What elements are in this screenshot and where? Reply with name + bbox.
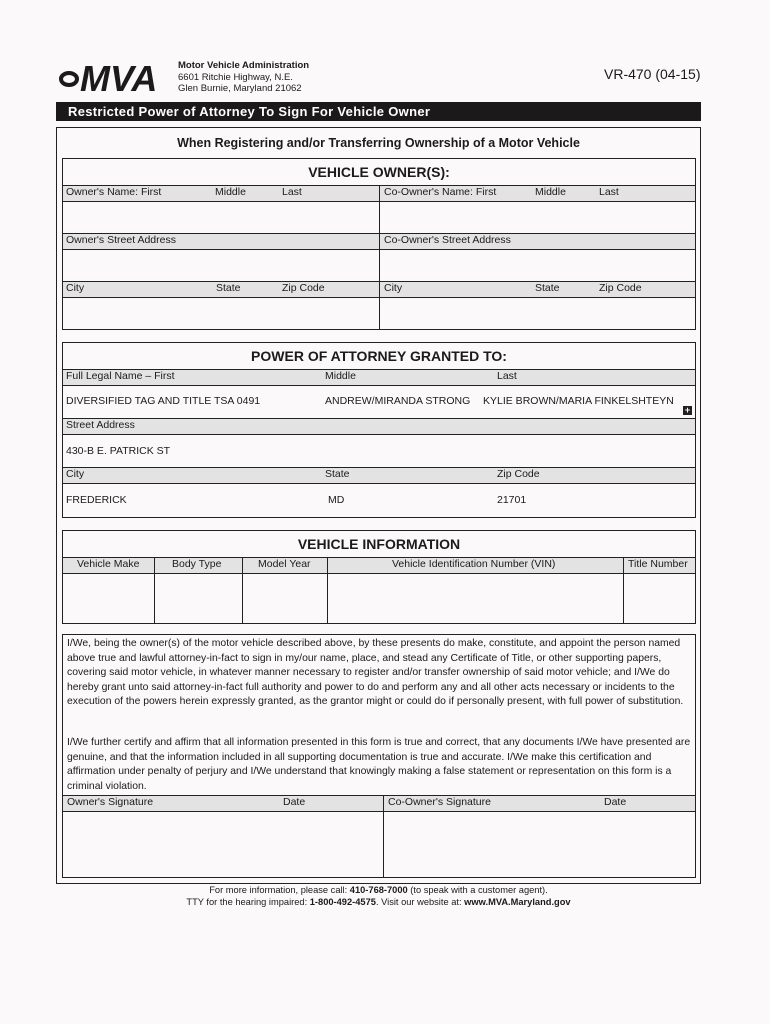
- footer-info: [56, 884, 701, 908]
- form-title-banner: Restricted Power of Attorney To Sign For Vehicle Owner: [56, 102, 701, 121]
- vehicle-info-title: VEHICLE INFORMATION: [297, 536, 461, 552]
- model-year-label: Model Year: [258, 558, 311, 570]
- owner-state-label: State: [216, 282, 241, 294]
- agency-address-line2: Glen Burnie, Maryland 21062: [178, 83, 302, 94]
- expand-plus-icon[interactable]: +: [684, 405, 691, 415]
- model-year-field[interactable]: [243, 574, 326, 623]
- vehicle-make-label: Vehicle Make: [77, 558, 140, 570]
- poa-header-row-2: [63, 418, 695, 434]
- owner-name-field[interactable]: [63, 202, 378, 232]
- poa-city-value[interactable]: FREDERICK: [66, 494, 127, 506]
- mva-logo: [58, 58, 176, 98]
- poa-state-label: State: [325, 468, 350, 480]
- co-owner-zip-label: Zip Code: [599, 282, 642, 294]
- co-owner-signature-field[interactable]: [384, 812, 695, 877]
- mva-logo-text: MVA: [80, 58, 158, 98]
- poa-title: POWER OF ATTORNEY GRANTED TO:: [251, 348, 507, 364]
- footer-line-1: For more information, please call: 410-768-7000 (to speak with a customer agent).: [209, 885, 548, 895]
- vehicle-header-row: [63, 557, 695, 573]
- statement-paragraph-2: I/We further certify and affirm that all information presented in this form is true and correct, that any documents I/We have presented are genuine, and that the information included in all supporting documentation is true and accurate. I/We make this certification and affirmation under penalty of perjury and I/We understand that knowingly making a false statement or representation on this form is a criminal violation.: [67, 737, 691, 792]
- poa-first-name-label: Full Legal Name – First: [66, 370, 175, 382]
- poa-state-value[interactable]: MD: [328, 494, 345, 506]
- owner-date-label: Date: [283, 796, 306, 808]
- poa-first-name-value[interactable]: DIVERSIFIED TAG AND TITLE TSA 0491: [66, 395, 261, 407]
- co-owner-city-state-zip-field[interactable]: [380, 298, 695, 329]
- owners-column-divider: [379, 185, 380, 330]
- vehicle-make-field[interactable]: [63, 574, 153, 623]
- phone-number: 410-768-7000: [349, 885, 408, 895]
- co-owner-name-field[interactable]: [380, 202, 695, 232]
- owner-last-name-label: Last: [282, 186, 302, 198]
- poa-street-label: Street Address: [66, 419, 135, 431]
- owner-signature-label: Owner's Signature: [67, 796, 154, 808]
- co-owner-first-name-label: Co-Owner's Name: First: [384, 186, 497, 198]
- poa-middle-name-label: Middle: [325, 370, 356, 382]
- co-owner-date-label: Date: [604, 796, 627, 808]
- poa-middle-name-value[interactable]: ANDREW/MIRANDA STRONG: [325, 395, 471, 407]
- co-owner-state-label: State: [535, 282, 560, 294]
- poa-last-name-label: Last: [497, 370, 517, 382]
- owner-street-field[interactable]: [63, 250, 378, 280]
- vehicle-owners-title: VEHICLE OWNER(S):: [308, 164, 450, 180]
- co-owner-city-label: City: [384, 282, 403, 294]
- title-number-label: Title Number: [628, 558, 688, 570]
- owner-first-name-label: Owner's Name: First: [66, 186, 162, 198]
- poa-last-name-value[interactable]: KYLIE BROWN/MARIA FINKELSHTEYN: [483, 395, 674, 407]
- signature-header-row: [63, 796, 695, 811]
- body-type-field[interactable]: [155, 574, 241, 623]
- co-owner-last-name-label: Last: [599, 186, 619, 198]
- poa-city-label: City: [66, 468, 85, 480]
- agency-address-line1: 6601 Ritchie Highway, N.E.: [178, 71, 293, 83]
- co-owner-middle-name-label: Middle: [535, 186, 566, 198]
- poa-zip-label: Zip Code: [497, 468, 540, 480]
- owner-street-label: Owner's Street Address: [66, 234, 176, 246]
- owner-middle-name-label: Middle: [215, 186, 246, 198]
- owner-city-label: City: [66, 282, 85, 294]
- owner-zip-label: Zip Code: [282, 282, 325, 294]
- poa-header-row-3: [63, 467, 695, 483]
- vin-field[interactable]: [328, 574, 622, 623]
- agency-name: Motor Vehicle Administration: [178, 60, 310, 71]
- poa-zip-value[interactable]: 21701: [497, 494, 527, 506]
- form-subtitle: When Registering and/or Transferring Ownership of a Motor Vehicle: [177, 136, 580, 150]
- statement-paragraph-1: I/We, being the owner(s) of the motor vehicle described above, by these presents do make, constitute, and appoint the person named above true and lawful attorney-in-fact to sign in my/our name, place, and stead any Certificate of Title, or other supporting papers, covering said motor vehicle, in whatever manner necessary to register and/or transfer ownership of said motor vehicle; and I/We do hereby grant unto said attorney-in-fact full authority and power to do and perform any and all other acts necessary or incidents to the execution of the powers herein expressly granted, as the grantor might or could do if personally present, with full power of substitution.: [67, 638, 684, 707]
- owner-city-state-zip-field[interactable]: [63, 298, 378, 329]
- vin-label: Vehicle Identification Number (VIN): [392, 558, 556, 570]
- co-owner-street-label: Co-Owner's Street Address: [384, 234, 511, 246]
- body-type-label: Body Type: [172, 558, 222, 570]
- agency-address-block: [178, 60, 309, 95]
- website-link[interactable]: www.MVA.Maryland.gov: [464, 897, 571, 907]
- tty-number: 1-800-492-4575: [309, 897, 376, 907]
- form-number: VR-470 (04-15): [604, 66, 701, 82]
- title-number-field[interactable]: [624, 574, 695, 623]
- co-owner-street-field[interactable]: [380, 250, 695, 280]
- co-owner-signature-label: Co-Owner's Signature: [388, 796, 491, 808]
- poa-street-value[interactable]: 430-B E. PATRICK ST: [66, 445, 171, 457]
- footer-line-2: TTY for the hearing impaired: 1-800-492-4575. Visit our website at: www.MVA.Maryland.gov: [186, 897, 571, 907]
- owner-signature-field[interactable]: [63, 812, 382, 877]
